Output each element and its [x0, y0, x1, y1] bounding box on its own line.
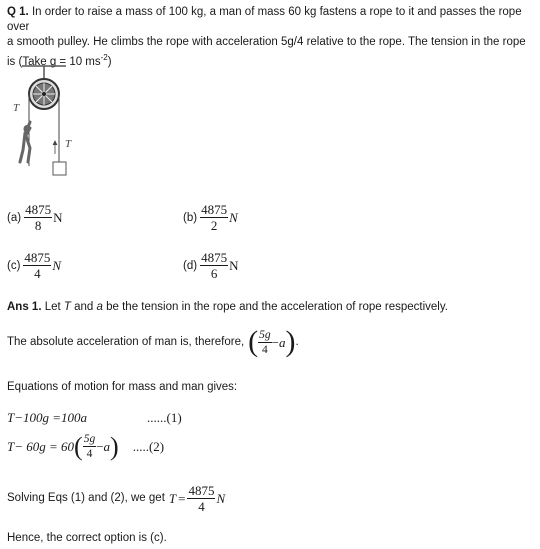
eq2-fraction	[83, 433, 97, 460]
eq2-minus: −	[96, 438, 104, 454]
equation-2-tag: .....(2)	[132, 438, 165, 454]
question-line-2: a smooth pulley. He climbs the rope with acceleration 5g/4 relative to the rope. The tension in the rope	[7, 36, 526, 48]
close-paren: )	[285, 325, 296, 358]
pulley-figure	[8, 62, 88, 180]
question-text	[7, 5, 537, 70]
question-line-1: In order to raise a mass of 100 kg, a man of mass 60 kg fastens a rope to it and passes the rope over	[7, 6, 522, 33]
option-a-fraction	[24, 203, 52, 232]
option-d-fraction	[200, 251, 228, 280]
absolute-acceleration-text: The absolute acceleration of man is, therefore,	[7, 335, 245, 348]
answer-var-T: T	[63, 301, 71, 313]
option-c-denominator: 4	[34, 266, 41, 281]
equations-intro: Equations of motion for mass and man gives:	[7, 381, 238, 393]
equation-2	[7, 433, 164, 460]
answer-text-c: be the tension in the rope and the acceleration of rope respectively.	[102, 301, 448, 313]
question-superscript: -2	[100, 53, 108, 62]
tension-label-right: T	[65, 138, 72, 150]
option-d-label: (d)	[183, 259, 198, 272]
option-c-fraction	[23, 251, 51, 280]
option-d[interactable]	[183, 251, 238, 280]
option-b-unit: N	[229, 209, 238, 225]
option-b-label: (b)	[183, 211, 198, 224]
option-b-fraction	[200, 203, 228, 232]
abs-period: .	[295, 335, 299, 348]
option-c-numerator: 4875	[24, 250, 51, 265]
question-line-3-end: )	[107, 55, 112, 68]
solution-numerator: 4875	[188, 483, 215, 498]
eq2-var-a: a	[103, 438, 111, 454]
abs-var-a: a	[279, 334, 286, 350]
open-paren: (	[248, 325, 259, 358]
equation-1	[7, 410, 182, 426]
option-a-unit: N	[53, 209, 63, 225]
option-c-unit: N	[52, 257, 62, 273]
answer-label: Ans 1.	[7, 301, 42, 313]
equation-2-lhs: T− 60g = 60	[7, 438, 75, 454]
conclusion: Hence, the correct option is (c).	[7, 532, 167, 544]
equation-1-tag: ......(1)	[147, 410, 182, 425]
option-d-numerator: 4875	[201, 250, 228, 265]
eq2-close-paren: )	[110, 431, 119, 461]
option-c-label: (c)	[7, 259, 21, 272]
solution-equals: =	[178, 491, 186, 506]
pulley-diagram	[8, 62, 88, 180]
abs-fraction	[258, 329, 272, 356]
option-b[interactable]	[183, 203, 238, 232]
question-line-3: is (Take g = 10 ms	[7, 55, 101, 68]
tension-label-left: T	[13, 102, 20, 114]
eq2-denominator: 4	[86, 448, 93, 460]
answer-line-1	[7, 300, 537, 315]
eq2-numerator: 5g	[83, 433, 96, 445]
abs-numerator: 5g	[259, 328, 271, 341]
option-a-numerator: 4875	[25, 202, 52, 217]
option-a-label: (a)	[7, 211, 22, 224]
option-b-numerator: 4875	[201, 202, 228, 217]
option-d-unit: N	[229, 257, 239, 273]
option-d-denominator: 6	[210, 266, 218, 281]
solution-unit: N	[216, 491, 226, 506]
solution-line	[7, 484, 225, 513]
question-label: Q 1.	[7, 6, 29, 18]
solution-var-T: T	[168, 491, 177, 506]
solution-fraction	[187, 484, 215, 513]
option-a-denominator: 8	[34, 218, 42, 233]
absolute-acceleration	[7, 327, 299, 357]
answer-text-b: and	[70, 301, 97, 313]
option-b-denominator: 2	[210, 218, 218, 233]
answer-text-a: Let	[44, 301, 64, 313]
solution-text: Solving Eqs (1) and (2), we get	[7, 492, 165, 504]
option-c[interactable]	[7, 251, 61, 280]
eq2-open-paren: (	[74, 431, 83, 461]
abs-denominator: 4	[262, 343, 268, 356]
answer-var-a: a	[96, 301, 103, 313]
abs-minus: −	[271, 334, 280, 350]
solution-denominator: 4	[198, 499, 205, 514]
equation-1-body: T−100g =100a	[7, 410, 88, 425]
option-a[interactable]	[7, 203, 62, 232]
